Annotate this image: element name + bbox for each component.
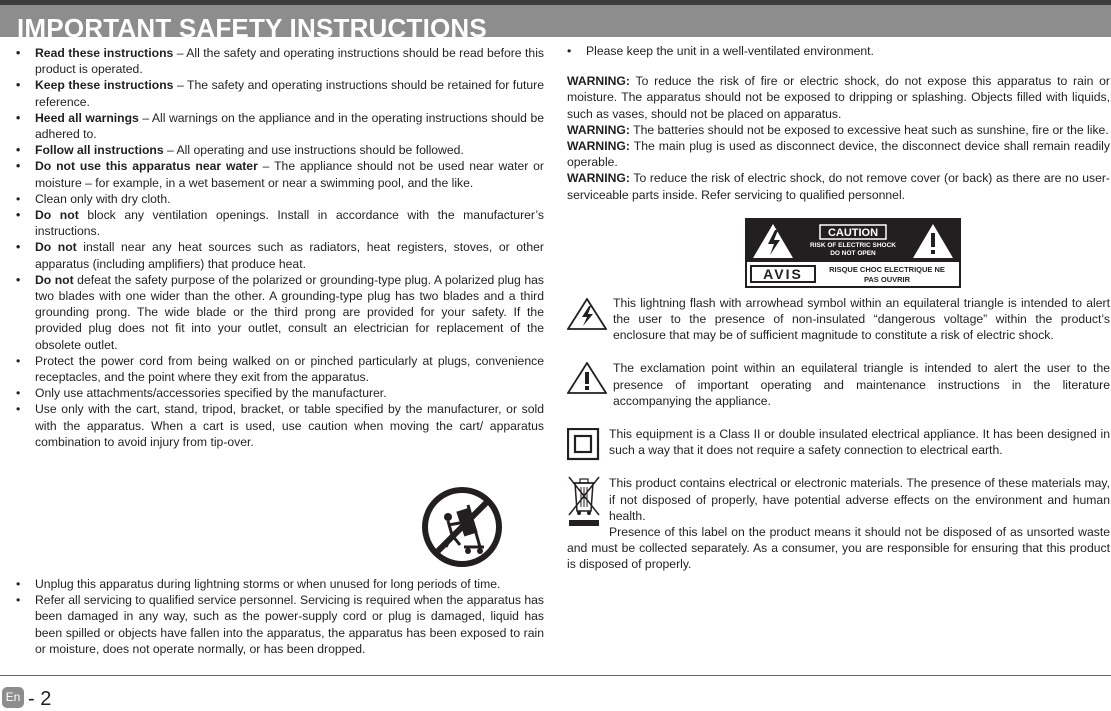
right-column <box>567 43 1110 573</box>
risk-line-1: RISK OF ELECTRIC SHOCK <box>809 241 896 249</box>
page-title: IMPORTANT SAFETY INSTRUCTIONS <box>17 13 487 37</box>
risque-line-2: PAS OUVRIR <box>863 274 910 284</box>
left-column-lower <box>16 576 544 657</box>
footer-rule <box>0 675 1111 676</box>
lightning-triangle-icon <box>567 298 607 330</box>
cart-warning-icon <box>418 487 506 572</box>
list-item: • Protect the power cord from being walked on or pinched particularly at plugs, convenience receptacles, and the point where they exit from the apparatus. <box>16 353 544 385</box>
warnings-block <box>567 73 1110 203</box>
section-header <box>0 5 1111 37</box>
warning-paragraph: WARNING: The batteries should not be exposed to excessive heat such as sunshine, fire or the like. <box>567 122 1109 137</box>
list-item: • Do not block any ventilation openings. Install in accordance with the manufacturer’s instructions. <box>16 208 544 239</box>
double-square-icon <box>567 428 601 462</box>
risk-line-2: DO NOT OPEN <box>829 249 876 257</box>
exclamation-notice: The exclamation point within an equilateral triangle is intended to alert the user to the presence of important operating and maintenance instructions in the literature accompanying the appliance. <box>567 360 1110 409</box>
warning-paragraph: WARNING: The main plug is used as disconnect device, the disconnect device shall remain readily operable. <box>567 139 1110 170</box>
list-item: • Heed all warnings – All warnings on the appliance and in the operating instructions should be adhered to. <box>16 110 545 142</box>
list-item: • Keep these instructions – The safety and operating instructions should be retained for future reference. <box>16 78 544 109</box>
left-column <box>16 45 544 450</box>
caution-label <box>745 218 961 288</box>
list-item: • Use only with the cart, stand, tripod, bracket, or table specified by the manufacturer, or sold with the apparatus. When a cart is used, use caution when moving the cart/ apparatus combination to avoid injury from tip-over. <box>16 402 544 449</box>
exclamation-triangle-icon <box>567 362 607 394</box>
list-item: • Please keep the unit in a well-ventilated environment. <box>567 44 874 58</box>
list-item: • Only use attachments/accessories specified by the manufacturer. <box>16 386 387 401</box>
lightning-notice: This lightning flash with arrowhead symbol within an equilateral triangle is intended to alert the user to the presence of non-insulated “dangerous voltage” within the product’s enclosure that may be of sufficient magnitude to constitute a risk of electric shock. <box>567 295 1110 344</box>
list-item: • Do not defeat the safety purpose of the polarized or grounding-type plug. A polarized plug has two blades with one wider than the other. A grounding-type plug has two blades and a third grounding prong. The wide blade or the third prong are provided for your safety. If the provided plug does not fit into your outlet, consult an electrician for replacement of the obsolete outlet. <box>16 272 544 352</box>
list-item: • Clean only with dry cloth. <box>16 191 171 206</box>
weee-notice: This product contains electrical or electronic materials. The presence of these materials may, if not disposed of properly, have potential adverse effects on the environment and human health. Presence of this label on the product means it should not be disposed of as unsorted waste and must be collected separately. As a consumer, you are responsible for ensuring that this product is disposed of properly. <box>567 476 1110 572</box>
language-badge: En <box>2 687 24 708</box>
class2-notice: This equipment is a Class II or double insulated electrical appliance. It has been designed in such a way that it does not require a safety connection to electrical earth. <box>567 426 1110 458</box>
list-item: • Do not use this apparatus near water – The appliance should not be used near water or moisture – for example, in a wet basement or near a swimming pool, and the like. <box>16 159 544 190</box>
caution-text: CAUTION <box>827 226 878 239</box>
warning-paragraph: WARNING: To reduce the risk of fire or electric shock, do not expose this apparatus to rain or moisture. The apparatus should not be exposed to dripping or splashing. Objects filled with liquids, such as vases, should not be placed on apparatus. <box>567 74 1110 121</box>
list-item: • Follow all instructions – All operating and use instructions should be followed. <box>16 143 464 158</box>
risque-line-1: RISQUE CHOC ELECTRIQUE NE <box>828 264 945 274</box>
instruction-list-2 <box>16 576 544 657</box>
instruction-list <box>16 45 544 450</box>
page-number: - 2 <box>28 688 52 710</box>
warning-paragraph: WARNING: To reduce the risk of electric shock, do not remove cover (or back) as there are no user-serviceable parts inside. Refer servicing to qualified personnel. <box>567 171 1110 202</box>
list-item: • Do not install near any heat sources such as radiators, heat registers, stoves, or other apparatus (including amplifiers) that produce heat. <box>16 240 544 271</box>
crossed-bin-icon <box>567 475 601 527</box>
list-item: • Unplug this apparatus during lightning storms or when unused for long periods of time. <box>16 577 501 591</box>
ventilation-list <box>567 43 1110 59</box>
avis-text: AVIS <box>762 265 803 282</box>
list-item: • Read these instructions – All the safety and operating instructions should be read before this product is operated. <box>16 46 544 77</box>
list-item: • Refer all servicing to qualified service personnel. Servicing is required when the apparatus has been damaged in any way, such as the power-supply cord or plug is damaged, liquid has been spilled or objects have fallen into the apparatus, the apparatus has been exposed to rain or moisture, does not operate normally, or has been dropped. <box>16 593 544 656</box>
